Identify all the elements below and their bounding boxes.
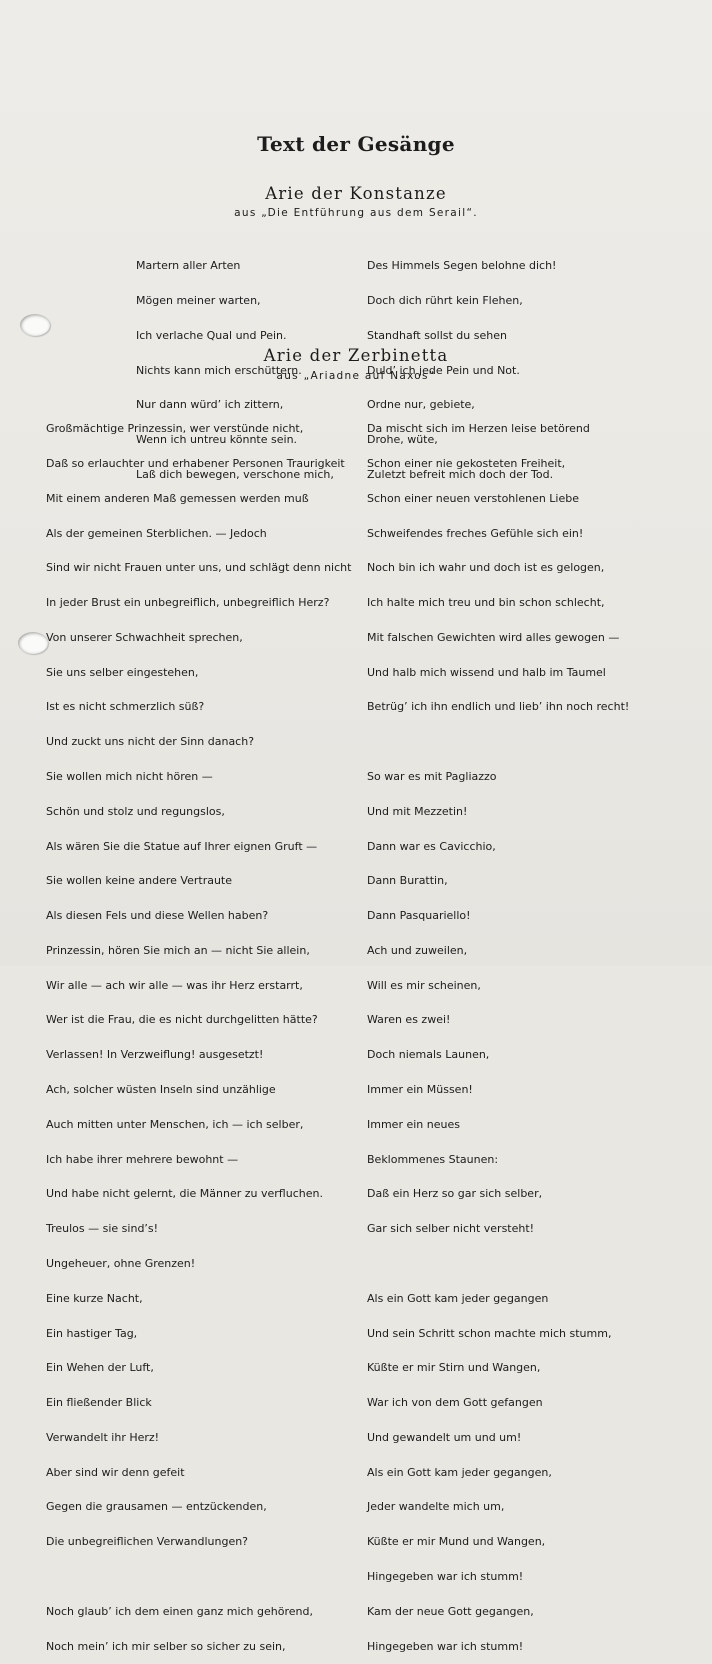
verse-line: Doch niemals Launen, xyxy=(367,1048,490,1062)
verse-line: Ein hastiger Tag, xyxy=(46,1326,138,1340)
aria1-heading: Arie der Konstanze xyxy=(265,184,447,203)
verse-line: Mit einem anderen Maß gemessen werden muß xyxy=(46,491,309,505)
verse-line: Drohe, wüte, xyxy=(367,433,438,447)
verse-line: Treulos — sie sind’s! xyxy=(46,1222,159,1236)
verse-line: Als diesen Fels und diese Wellen haben? xyxy=(46,909,269,923)
verse-line: Und gewandelt um und um! xyxy=(367,1430,522,1444)
verse-line: Schön und stolz und regungslos, xyxy=(46,804,225,818)
verse-line: Kam der neue Gott gegangen, xyxy=(367,1604,534,1618)
verse-line: Beklommenes Staunen: xyxy=(367,1152,499,1166)
verse-line: Ach und zuweilen, xyxy=(367,943,468,957)
verse-line: Ach, solcher wüsten Inseln sind unzählige xyxy=(46,1083,276,1097)
verse-line: Schweifendes freches Gefühle sich ein! xyxy=(367,526,584,540)
verse-line: Ich verlache Qual und Pein. xyxy=(136,328,287,342)
verse-line: Wer ist die Frau, die es nicht durchgelitten hätte? xyxy=(46,1013,318,1027)
verse-line: Immer ein neues xyxy=(367,1117,460,1131)
verse-line: Als ein Gott kam jeder gegangen, xyxy=(367,1465,552,1479)
verse-line: Und sein Schritt schon machte mich stumm, xyxy=(367,1326,612,1340)
verse-line: Des Himmels Segen belohne dich! xyxy=(367,259,557,273)
verse-line: Immer ein Müssen! xyxy=(367,1083,473,1097)
verse-line: Laß dich bewegen, verschone mich, xyxy=(136,467,334,481)
verse-line: Ich halte mich treu und bin schon schlecht, xyxy=(367,596,605,610)
verse-line: Sind wir nicht Frauen unter uns, und schlägt denn nicht xyxy=(46,561,352,575)
aria2-left-column xyxy=(46,400,351,1664)
verse-line: Prinzessin, hören Sie mich an — nicht Sie allein, xyxy=(46,943,310,957)
verse-line: Ist es nicht schmerzlich süß? xyxy=(46,700,205,714)
verse-line: Daß ein Herz so gar sich selber, xyxy=(367,1187,543,1201)
verse-line: War ich von dem Gott gefangen xyxy=(367,1396,543,1410)
verse-line: Ordne nur, gebiete, xyxy=(367,398,475,412)
punch-hole-bottom xyxy=(18,632,48,654)
verse-line: Auch mitten unter Menschen, ich — ich selber, xyxy=(46,1117,304,1131)
verse-line: Dann Burattin, xyxy=(367,874,448,888)
verse-line: Standhaft sollst du sehen xyxy=(367,328,507,342)
verse-line: Gar sich selber nicht versteht! xyxy=(367,1222,535,1236)
verse-line: Nur dann würd’ ich zittern, xyxy=(136,398,284,412)
verse-line: Hingegeben war ich stumm! xyxy=(367,1639,524,1653)
verse-line: Sie wollen keine andere Vertraute xyxy=(46,874,233,888)
verse-line: Eine kurze Nacht, xyxy=(46,1291,143,1305)
verse-line: Küßte er mir Mund und Wangen, xyxy=(367,1535,546,1549)
verse-line: Sie wollen mich nicht hören — xyxy=(46,770,213,783)
verse-line: Gegen die grausamen — entzückenden, xyxy=(46,1500,267,1514)
aria2-heading: Arie der Zerbinetta xyxy=(263,346,449,365)
verse-line: Schon einer nie gekosteten Freiheit, xyxy=(367,456,566,470)
verse-line: Nichts kann mich erschüttern. xyxy=(136,363,302,377)
verse-line: Will es mir scheinen, xyxy=(367,978,481,992)
verse-line: In jeder Brust ein unbegreiflich, unbegreiflich Herz? xyxy=(46,596,330,610)
verse-line: Martern aller Arten xyxy=(136,259,241,273)
verse-line: Dann Pasquariello! xyxy=(367,909,471,923)
verse-line: So war es mit Pagliazzo xyxy=(367,770,497,783)
verse-line: Sie uns selber eingestehen, xyxy=(46,665,199,679)
verse-line: Großmächtige Prinzessin, wer verstünde nicht, xyxy=(46,422,304,436)
verse-line: Und halb mich wissend und halb im Taumel xyxy=(367,665,606,679)
verse-line: Ein Wehen der Luft, xyxy=(46,1361,154,1375)
verse-line: Als ein Gott kam jeder gegangen xyxy=(367,1291,549,1305)
verse-line: Von unserer Schwachheit sprechen, xyxy=(46,630,243,644)
page-title: Text der Gesänge xyxy=(257,132,455,156)
verse-line: Wir alle — ach wir alle — was ihr Herz erstarrt, xyxy=(46,978,303,992)
stanza-gap xyxy=(367,1258,629,1270)
verse-line: Da mischt sich im Herzen leise betörend xyxy=(367,422,590,436)
verse-line: Jeder wandelte mich um, xyxy=(367,1500,505,1514)
verse-line: Als der gemeinen Sterblichen. — Jedoch xyxy=(46,526,267,540)
punch-hole-top xyxy=(20,314,50,336)
verse-line: Mögen meiner warten, xyxy=(136,293,261,307)
verse-line: Mit falschen Gewichten wird alles gewogen — xyxy=(367,630,620,644)
aria2-right-column xyxy=(367,400,629,1664)
stanza-gap xyxy=(46,1571,351,1583)
verse-line: Daß so erlauchter und erhabener Personen Traurigkeit xyxy=(46,456,345,470)
verse-line: Als wären Sie die Statue auf Ihrer eignen Gruft — xyxy=(46,839,318,853)
verse-line: Und mit Mezzetin! xyxy=(367,804,468,818)
verse-line: Ungeheuer, ohne Grenzen! xyxy=(46,1256,196,1270)
verse-line: Noch mein’ ich mir selber so sicher zu sein, xyxy=(46,1639,286,1653)
aria1-source: aus „Die Entführung aus dem Serail“. xyxy=(234,207,478,219)
verse-line: Noch glaub’ ich dem einen ganz mich gehörend, xyxy=(46,1604,313,1618)
verse-line: Küßte er mir Stirn und Wangen, xyxy=(367,1361,541,1375)
verse-line: Verlassen! In Verzweiflung! ausgesetzt! xyxy=(46,1048,264,1062)
verse-line: Doch dich rührt kein Flehen, xyxy=(367,293,523,307)
verse-line: Waren es zwei! xyxy=(367,1013,451,1027)
aria2-source: aus „Ariadne auf Naxos“ xyxy=(276,370,436,382)
verse-line: Dann war es Cavicchio, xyxy=(367,839,496,853)
verse-line: Schon einer neuen verstohlenen Liebe xyxy=(367,491,580,505)
verse-line: Ein fließender Blick xyxy=(46,1396,152,1410)
verse-line: Wenn ich untreu könnte sein. xyxy=(136,433,298,447)
verse-line: Zuletzt befreit mich doch der Tod. xyxy=(367,467,554,481)
verse-line: Und habe nicht gelernt, die Männer zu verfluchen. xyxy=(46,1187,323,1201)
verse-line: Noch bin ich wahr und doch ist es gelogen, xyxy=(367,561,605,575)
verse-line: Hingegeben war ich stumm! xyxy=(367,1569,524,1583)
verse-line: Duld’ ich jede Pein und Not. xyxy=(367,363,520,377)
verse-line: Ich habe ihrer mehrere bewohnt — xyxy=(46,1152,239,1166)
verse-line: Aber sind wir denn gefeit xyxy=(46,1465,185,1479)
verse-line: Die unbegreiflichen Verwandlungen? xyxy=(46,1535,249,1549)
verse-line: Und zuckt uns nicht der Sinn danach? xyxy=(46,735,255,749)
stanza-gap xyxy=(367,736,629,748)
verse-line: Verwandelt ihr Herz! xyxy=(46,1430,160,1444)
verse-line: Betrüg’ ich ihn endlich und lieb’ ihn noch recht! xyxy=(367,700,630,714)
